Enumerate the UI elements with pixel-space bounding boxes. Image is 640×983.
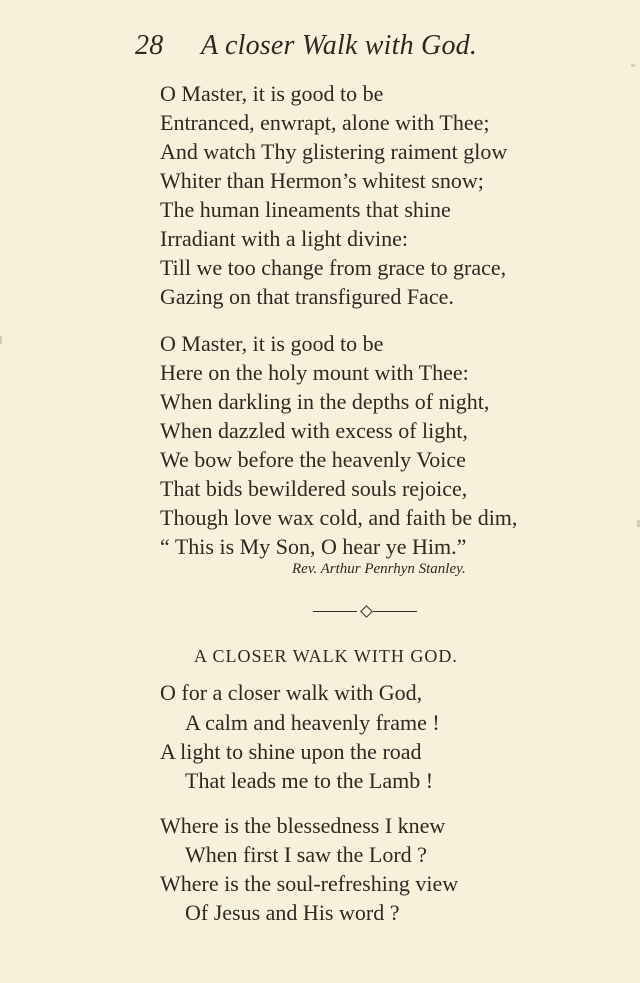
divider-line-right xyxy=(373,611,417,612)
poem-line: “ This is My Son, O hear ye Him.” xyxy=(160,534,467,559)
poem-line: Of Jesus and His word ? xyxy=(185,900,400,925)
page-header xyxy=(135,30,555,64)
poem-line: A calm and heavenly frame ! xyxy=(185,710,440,735)
running-title: A closer Walk with God. xyxy=(201,30,478,61)
poem-line: Entranced, enwrapt, alone with Thee; xyxy=(160,110,490,135)
poem-line: Where is the soul-refreshing view xyxy=(160,871,459,896)
poem-line: Till we too change from grace to grace, xyxy=(160,255,507,280)
poem-line: Here on the holy mount with Thee: xyxy=(160,360,469,385)
poem-line: When darkling in the depths of night, xyxy=(160,389,490,414)
poem-line: We bow before the heavenly Voice xyxy=(160,447,466,472)
poem-line: And watch Thy glistering raiment glow xyxy=(160,139,508,164)
poem-line: Whiter than Hermon’s whitest snow; xyxy=(160,168,484,193)
page-number: 28 xyxy=(135,30,164,61)
poem-line: O for a closer walk with God, xyxy=(160,680,423,705)
divider-diamond-icon xyxy=(360,605,373,618)
page-edge-mark xyxy=(631,64,635,67)
poem-line: O Master, it is good to be xyxy=(160,81,384,106)
poem-line: That bids bewildered souls rejoice, xyxy=(160,476,468,501)
divider-line-left xyxy=(313,611,357,612)
poem-line: Though love wax cold, and faith be dim, xyxy=(160,505,518,530)
decorative-divider-icon xyxy=(313,603,417,621)
poem-line: That leads me to the Lamb ! xyxy=(185,768,434,793)
poem-line: When dazzled with excess of light, xyxy=(160,418,468,443)
poem-attribution: Rev. Arthur Penrhyn Stanley. xyxy=(292,561,466,577)
poem-line: The human lineaments that shine xyxy=(160,197,451,222)
poem-line: O Master, it is good to be xyxy=(160,331,384,356)
poem-title: A CLOSER WALK WITH GOD. xyxy=(194,646,458,666)
poem-line: Gazing on that transfigured Face. xyxy=(160,284,454,309)
poem-line: Where is the blessedness I knew xyxy=(160,813,446,838)
poem-line: Irradiant with a light divine: xyxy=(160,226,409,251)
poem-line: When first I saw the Lord ? xyxy=(185,842,427,867)
page-edge-mark xyxy=(0,336,2,344)
poem-line: A light to shine upon the road xyxy=(160,739,422,764)
